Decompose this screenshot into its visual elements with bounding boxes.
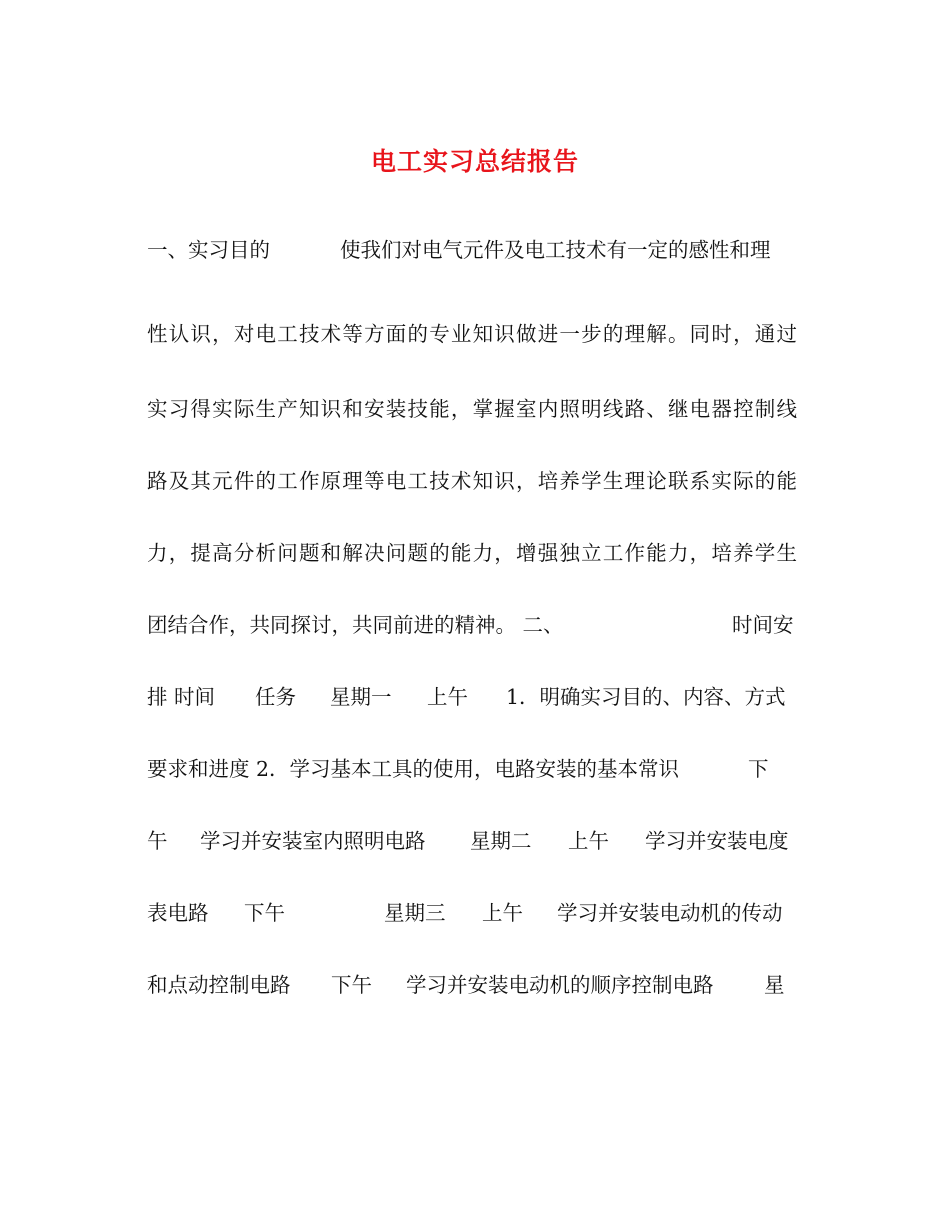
text-segment: 星期二 (470, 829, 532, 853)
text-segment: 学习并安装电度 (645, 829, 789, 853)
text-segment: 使我们对电气元件及电工技术有一定的感性和理 (340, 238, 771, 262)
text-segment: 排 时间 (147, 685, 216, 709)
text-line (147, 679, 797, 715)
text-segment: 午 (147, 829, 168, 853)
text-line (147, 607, 797, 643)
text-segment: 要求和进度 2．学习基本工具的使用，电路安装的基本常识 (147, 757, 680, 781)
text-segment: 团结合作，共同探讨，共同前进的精神。 二、 (147, 613, 564, 637)
text-line: 实习得实际生产知识和安装技能，掌握室内照明线路、继电器控制线 (147, 397, 797, 421)
text-line (147, 751, 797, 787)
text-segment: 学习并安装电动机的传动 (557, 901, 783, 925)
text-segment: 上午 (482, 901, 523, 925)
text-segment: 学习并安装室内照明电路 (200, 829, 426, 853)
section-heading: 一、实习目的 (147, 238, 270, 262)
text-segment: 星 (764, 973, 785, 997)
text-segment: 上午 (427, 685, 468, 709)
document-title: 电工实习总结报告 (370, 147, 579, 176)
text-line (147, 823, 797, 859)
text-line (147, 232, 797, 268)
text-segment: 学习并安装电动机的顺序控制电路 (406, 973, 714, 997)
text-segment: 星期一 (330, 685, 392, 709)
text-segment: 下 (748, 757, 769, 781)
section-heading: 时间安 (732, 613, 794, 637)
text-line (147, 895, 797, 931)
text-segment: 1．明确实习目的、内容、方式 (506, 685, 786, 709)
text-line: 性认识，对电工技术等方面的专业知识做进一步的理解。同时，通过 (147, 322, 797, 346)
text-segment: 上午 (568, 829, 609, 853)
text-segment: 下午 (331, 973, 372, 997)
text-line: 力，提高分析问题和解决问题的能力，增强独立工作能力，培养学生 (147, 541, 797, 565)
text-segment: 星期三 (384, 901, 446, 925)
text-segment: 表电路 (147, 901, 209, 925)
text-segment: 和点动控制电路 (147, 973, 291, 997)
text-segment: 下午 (244, 901, 285, 925)
text-line (147, 967, 797, 1003)
text-line: 路及其元件的工作原理等电工技术知识，培养学生理论联系实际的能 (147, 469, 797, 493)
text-segment: 任务 (255, 685, 296, 709)
